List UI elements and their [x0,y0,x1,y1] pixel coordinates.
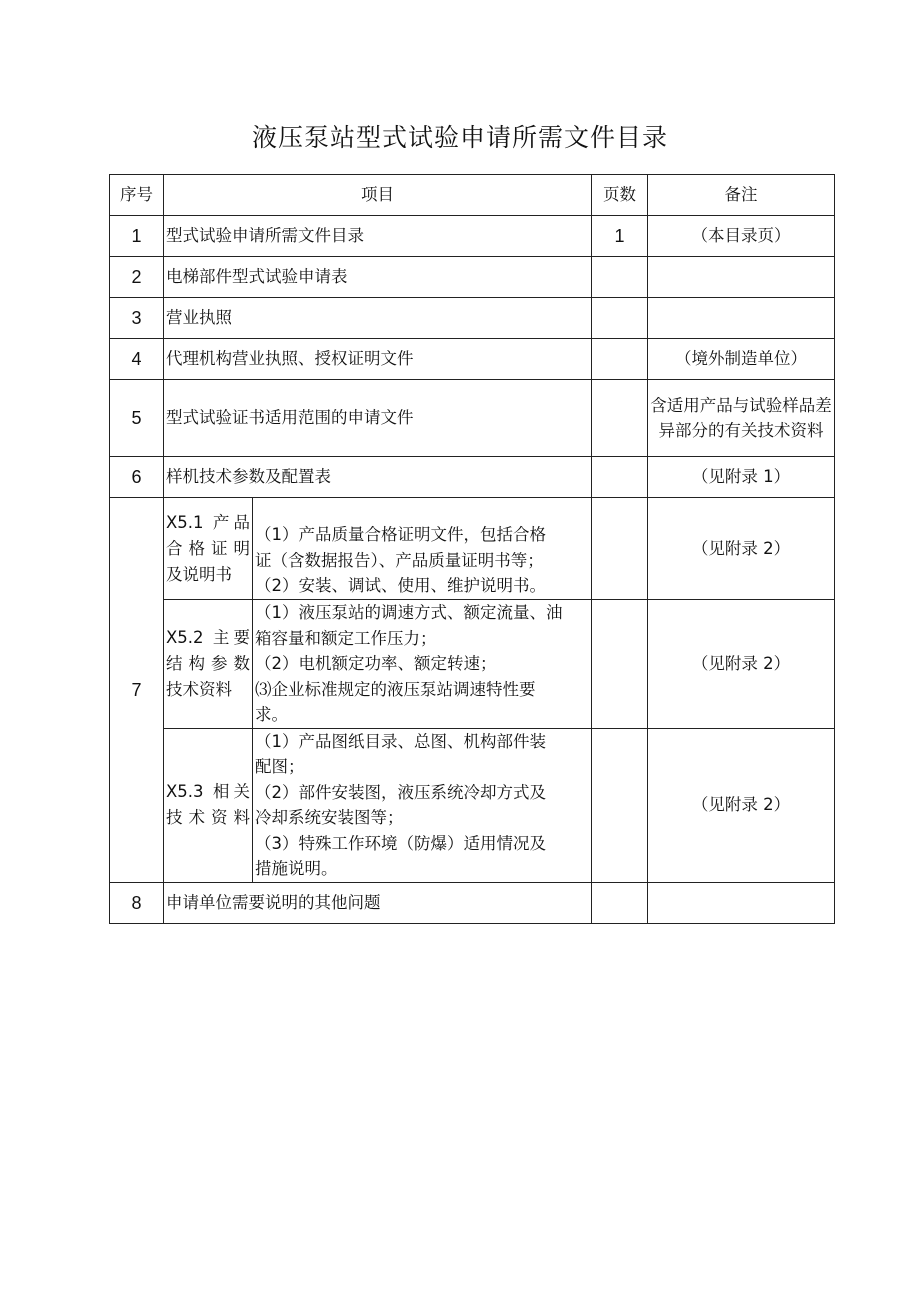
header-no: 序号 [110,175,164,216]
row-no: 5 [110,380,164,457]
row-remark [648,882,835,923]
sub-label-line: X5.2 主要 [166,627,250,647]
header-pages: 页数 [592,175,648,216]
sub-label [164,600,253,729]
row-remark: （见附录 1） [648,457,835,498]
table-row-7a [110,498,835,600]
row-pages [592,498,648,600]
table-header-row [110,175,835,216]
detail-line: （3）特殊工作环境（防爆）适用情况及 [255,833,546,853]
row-remark: 含适用产品与试验样品差异部分的有关技术资料 [648,380,835,457]
row-item: 申请单位需要说明的其他问题 [164,882,592,923]
header-item: 项目 [164,175,592,216]
row-no: 6 [110,457,164,498]
table-row [110,882,835,923]
detail-line: 措施说明。 [255,859,338,878]
table-row [110,298,835,339]
row-no: 7 [110,498,164,883]
sub-label-line: 技术资料 [166,679,232,699]
row-pages [592,600,648,729]
detail-line: 求。 [255,705,288,724]
row-remark: （本目录页） [648,216,835,257]
row-remark: （见附录 2） [648,498,835,600]
sub-label-line: X5.1 产品 [166,512,250,532]
page-title: 液压泵站型式试验申请所需文件目录 [251,123,668,152]
table-row [110,457,835,498]
row-pages [592,298,648,339]
detail-line: 证（含数据报告）、产品质量证明书等； [255,550,544,570]
table-row [110,257,835,298]
document-table [109,174,835,924]
row-pages [592,457,648,498]
table-row [110,216,835,257]
sub-label-line: 技术资料 [166,808,250,827]
sub-label-line: 及说明书 [166,564,232,584]
sub-label-line: 合格证明 [166,538,250,558]
detail-line: （1）产品质量合格证明文件，包括合格 [255,525,546,545]
row-remark: （见附录 2） [648,728,835,882]
row-pages [592,380,648,457]
sub-label-line: X5.3 相关 [166,782,250,801]
row-no: 1 [110,216,164,257]
detail-line: 配图； [255,757,305,776]
row-pages: 1 [592,216,648,257]
table-row-7b [110,600,835,729]
row-item: 型式试验证书适用范围的申请文件 [164,380,592,457]
sub-label [164,728,253,882]
row-item: 样机技术参数及配置表 [164,457,592,498]
header-remark: 备注 [648,175,835,216]
row-item: 营业执照 [164,298,592,339]
sub-detail [253,600,592,729]
detail-line: （1）液压泵站的调速方式、额定流量、油 [255,603,563,622]
row-pages [592,882,648,923]
detail-line: （2）安装、调试、使用、维护说明书。 [255,576,546,596]
row-item: 型式试验申请所需文件目录 [164,216,592,257]
table-row [110,339,835,380]
sub-label-line: 结构参数 [166,653,250,673]
sub-label [164,498,253,600]
row-pages [592,257,648,298]
row-no: 8 [110,882,164,923]
row-remark: （境外制造单位） [648,339,835,380]
detail-line: （2）部件安装图，液压系统冷却方式及 [255,782,546,802]
row-pages [592,728,648,882]
row-no: 4 [110,339,164,380]
row-remark: （见附录 2） [648,600,835,729]
detail-line: （2）电机额定功率、额定转速； [255,654,497,673]
detail-line: 冷却系统安装图等； [255,808,404,827]
row-item: 代理机构营业执照、授权证明文件 [164,339,592,380]
sub-detail [253,498,592,600]
table-row-7c [110,728,835,882]
row-item: 电梯部件型式试验申请表 [164,257,592,298]
sub-detail [253,728,592,882]
row-no: 3 [110,298,164,339]
row-no: 2 [110,257,164,298]
row-remark [648,257,835,298]
row-remark [648,298,835,339]
detail-line: 箱容量和额定工作压力； [255,628,437,648]
row-pages [592,339,648,380]
detail-line: ⑶企业标准规定的液压泵站调速特性要 [255,679,536,699]
detail-line: （1）产品图纸目录、总图、机构部件装 [255,731,546,751]
table-row [110,380,835,457]
